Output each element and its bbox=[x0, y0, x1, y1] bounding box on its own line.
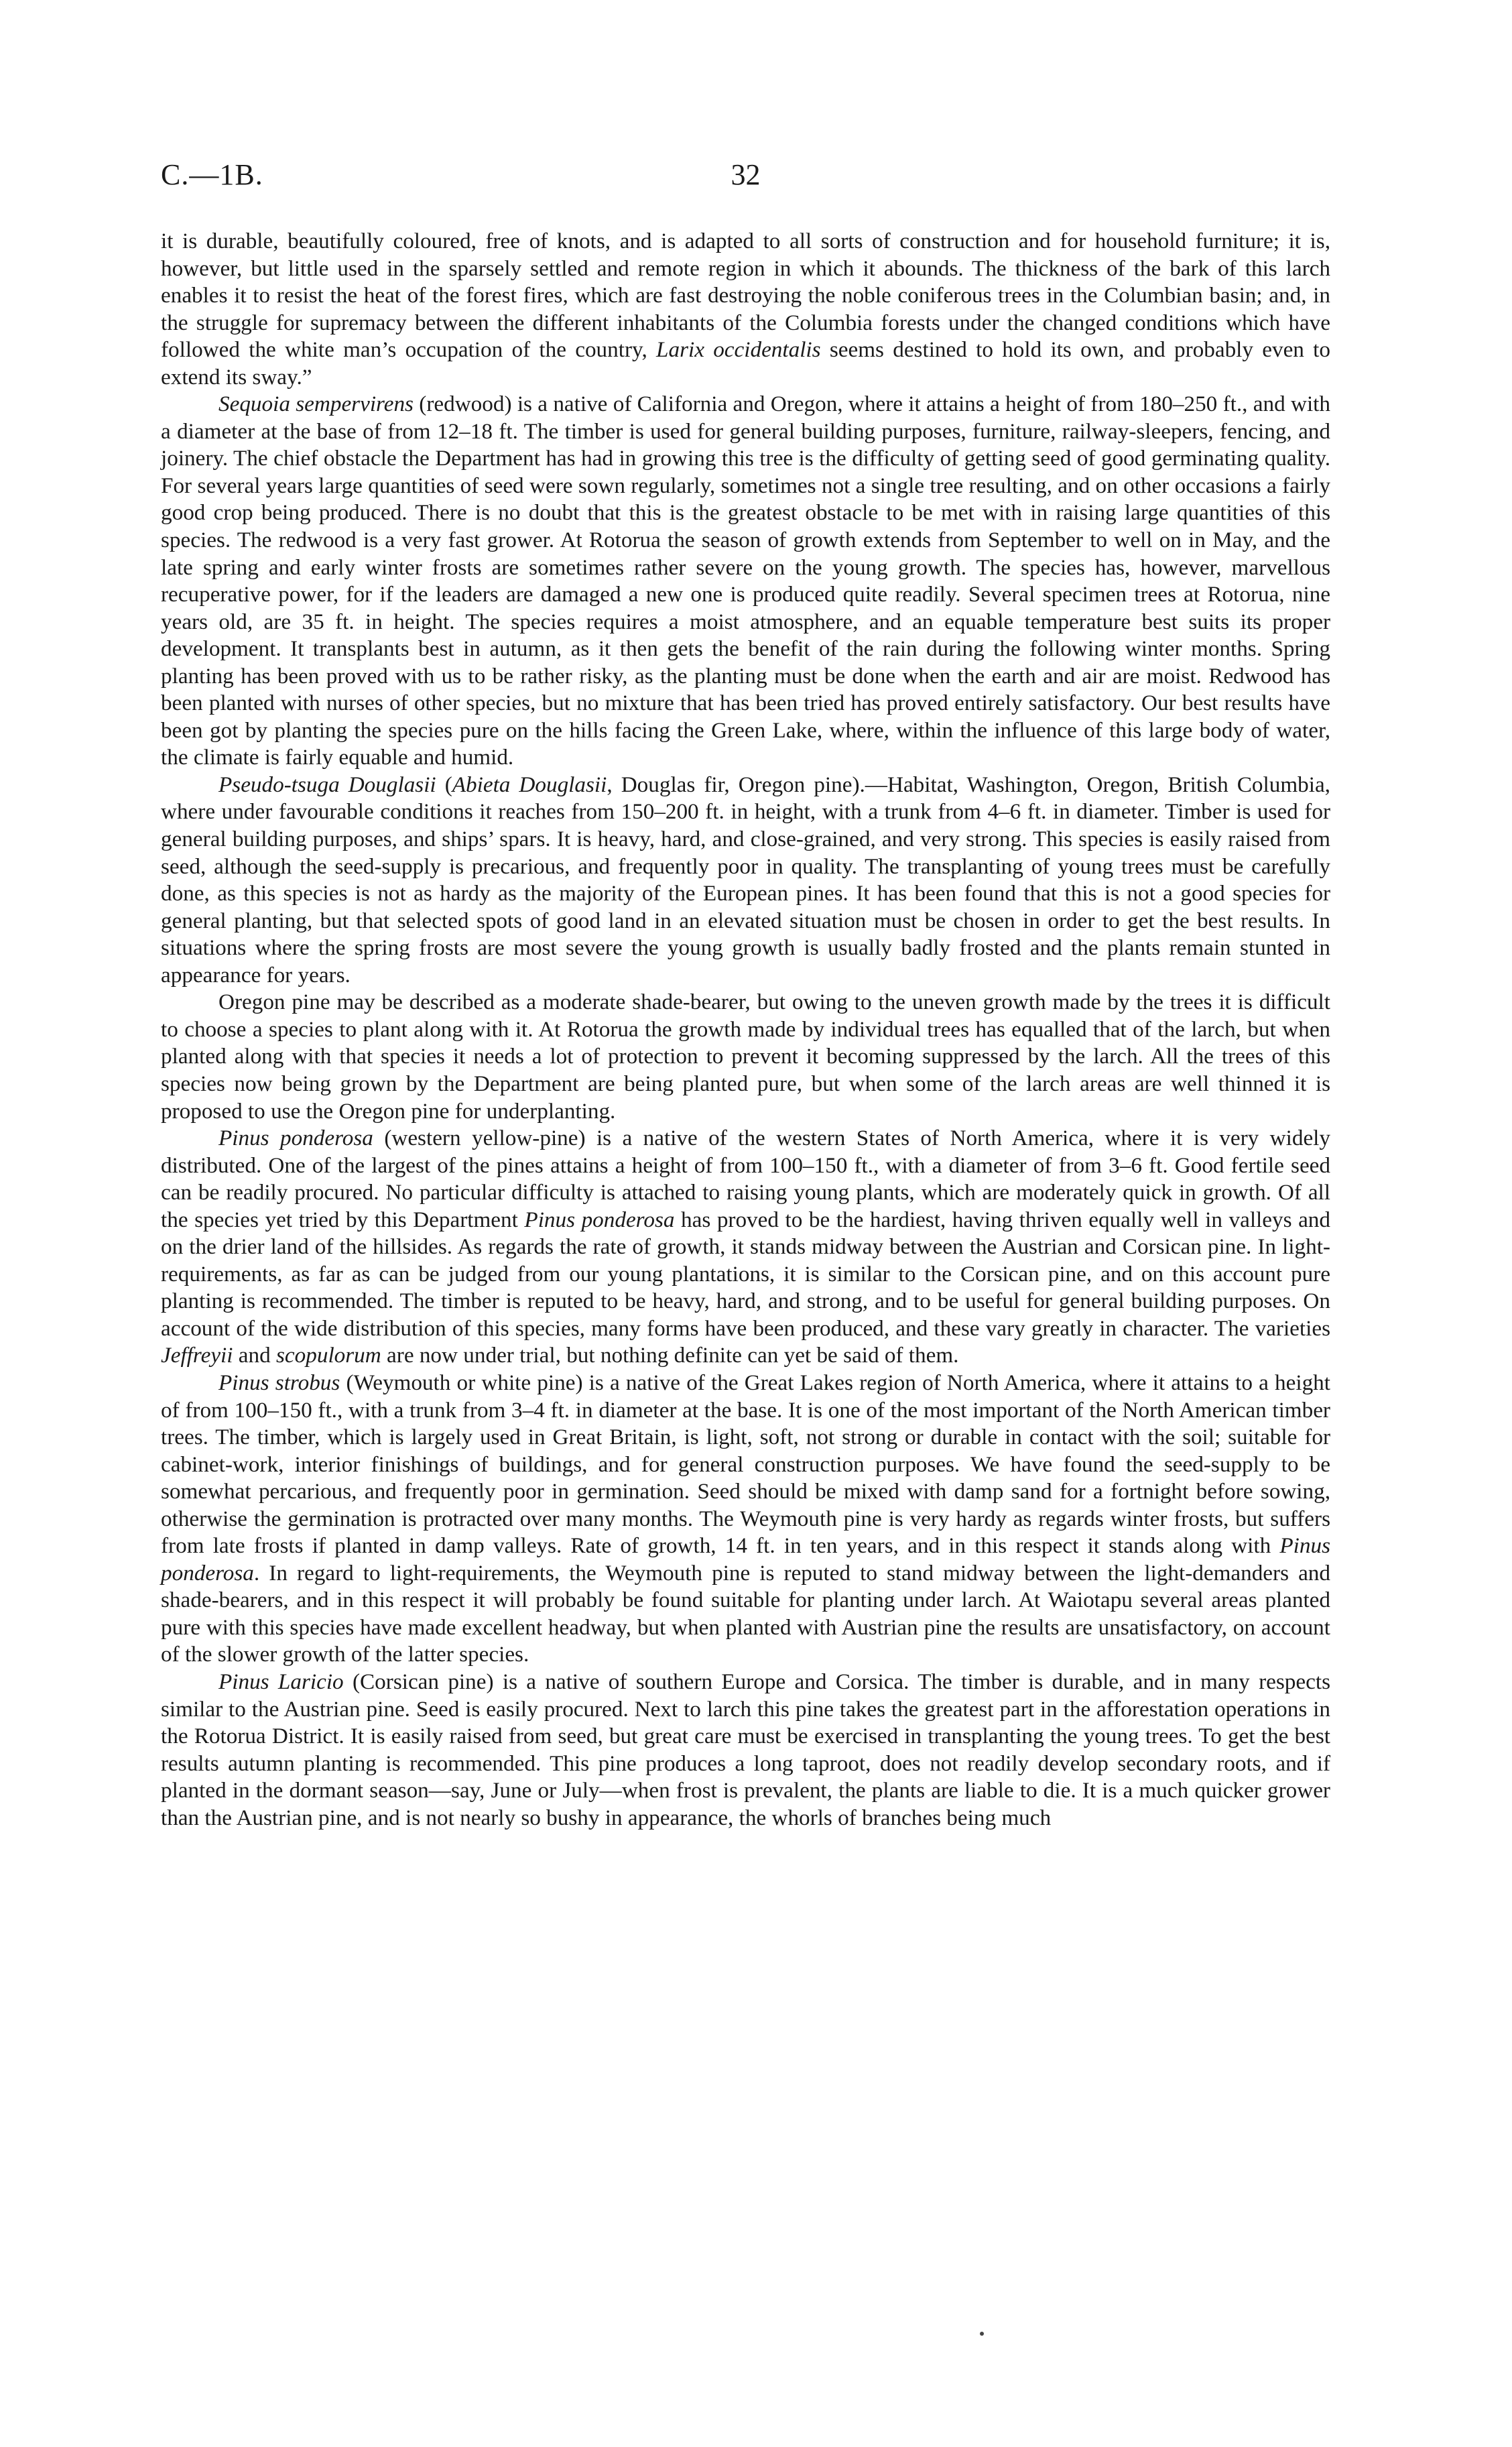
text-run: (Corsican pine) is a native of southern Europe and Corsica. The timber is durable, and in many respects similar to the Austrian pine. Seed is easily procured. Next to larch this pine takes the greatest part in the afforestation operations in the Rotorua District. It is easily raised from seed, but great care must be exercised in transplanting the young trees. To get the best results autumn planting is recommended. This pine produces a long taproot, does not readily develop secondary roots, and if planted in the dormant season—say, June or July—when frost is prevalent, the plants are liable to die. It is a much quicker grower than the Austrian pine, and is not nearly so bushy in appearance, the whorls of branches being much bbox=[161, 1669, 1330, 1830]
text-run: (western yellow-pine) is a native of the western States of North America, where it is very widely distributed. One of the largest of the pines attains a height of from 100–150 ft., with a diameter of from 3–6 ft. Good fertile seed can be readily procured. No particular difficulty is attached to raising young plants, which are moderately quick in growth. Of all the species yet tried by this Department bbox=[161, 1126, 1330, 1232]
body-paragraph bbox=[161, 989, 1330, 1125]
italic-term: Jeffreyii bbox=[161, 1343, 233, 1368]
text-run: has proved to be the hardiest, having thriven equally well in valleys and on the drier land of the hillsides. As regards the rate of growth, it stands midway between the Austrian and Corsican pine. In light-requirements, as far as can be judged from our young plantations, it is similar to the Corsican pine, and on this account pure planting is recommended. The timber is reputed to be heavy, hard, and strong, and to be useful for general building purposes. On account of the wide distribution of this species, many forms have been produced, and these vary greatly in character. The varieties bbox=[161, 1207, 1330, 1341]
body-text bbox=[161, 228, 1330, 1832]
page-number: 32 bbox=[731, 158, 761, 191]
page-header bbox=[161, 158, 1330, 198]
text-run: Oregon pine may be described as a moderate shade-bearer, but owing to the uneven growth made by the trees it is difficult to choose a species to plant along with it. At Rotorua the growth made by individual trees has equalled that of the larch, but when planted along with that species it needs a lot of protection to prevent it becoming suppressed by the larch. All the trees of this species now being grown by the Department are being planted pure, but when some of the larch areas are well thinned it is proposed to use the Oregon pine for underplanting. bbox=[161, 990, 1330, 1124]
body-paragraph bbox=[161, 228, 1330, 391]
text-run: . In regard to light-requirements, the Weymouth pine is reputed to stand midway between the light-demanders and shade-bearers, and in this respect it will probably be found suitable for planting under larch. At Waiotapu several areas planted pure with this species have made excellent headway, but when planted with Austrian pine the results are unsatisfactory, on account of the slower growth of the latter species. bbox=[161, 1560, 1330, 1667]
italic-term: scopulorum bbox=[276, 1343, 381, 1368]
italic-term: Pinus ponderosa bbox=[524, 1207, 675, 1232]
body-paragraph bbox=[161, 1669, 1330, 1832]
italic-term: Pseudo-tsuga Douglasii bbox=[218, 772, 436, 797]
text-run: ( bbox=[436, 772, 452, 797]
body-paragraph bbox=[161, 1370, 1330, 1669]
text-run: , Douglas fir, Oregon pine).—Habitat, Washington, Oregon, British Columbia, where under favourable conditions it reaches from 150–200 ft. in height, with a trunk from 4–6 ft. in diameter. Timber is used for general building purposes, and ships’ spars. It is heavy, hard, and close-grained, and very strong. This species is easily raised from seed, although the seed-supply is precarious, and frequently poor in quality. The transplanting of young trees must be carefully done, as this species is not as hardy as the majority of the European pines. It has been found that this is not a good species for general planting, but that selected spots of good land in an elevated situation must be chosen in order to get the best results. In situations where the spring frosts are most severe the young growth is usually badly frosted and the plants remain stunted in appearance for years. bbox=[161, 772, 1330, 988]
italic-term: Pinus strobus bbox=[218, 1370, 340, 1395]
italic-term: Pinus Laricio bbox=[218, 1669, 344, 1694]
body-paragraph bbox=[161, 391, 1330, 772]
text-run: and bbox=[233, 1343, 277, 1368]
text-run: seems destined to hold its own, and probably even to extend its sway.” bbox=[161, 337, 1330, 390]
stray-mark bbox=[980, 2332, 984, 2336]
document-reference: C.—1B. bbox=[161, 158, 263, 191]
italic-term: Pinus ponderosa bbox=[218, 1126, 373, 1151]
italic-term: Abieta Douglasii bbox=[452, 772, 607, 797]
text-run: (redwood) is a native of California and Oregon, where it attains a height of from 180–250 ft., and with a diameter at the base of from 12–18 ft. The timber is used for general building purposes, furniture, railway-sleepers, fencing, and joinery. The chief obstacle the Department has had in growing this tree is the difficulty of getting seed of good germinating quality. For several years large quantities of seed were sown regularly, sometimes not a single tree resulting, and on other occasions a fairly good crop being produced. There is no doubt that this is the greatest obstacle to be met with in raising large quantities of this species. The redwood is a very fast grower. At Rotorua the season of growth extends from September to well on in May, and the late spring and early winter frosts are sometimes rather severe on the young growth. The species has, however, marvellous recuperative power, for if the leaders are damaged a new one is produced quite readily. Several specimen trees at Rotorua, nine years old, are 35 ft. in height. The species requires a moist atmosphere, and an equable temperature best suits its proper development. It transplants best in autumn, as it then gets the benefit of the rain during the following winter months. Spring planting has been proved with us to be rather risky, as the planting must be done when the earth and air are moist. Redwood has been planted with nurses of other species, but no mixture that has been tried has proved entirely satisfactory. Our best results have been got by planting the species pure on the hills facing the Green Lake, where, within the influence of this large body of water, the climate is fairly equable and humid. bbox=[161, 392, 1330, 770]
italic-term: Larix occidentalis bbox=[656, 337, 821, 363]
text-run: it is durable, beautifully coloured, free of knots, and is adapted to all sorts of construction and for household furniture; it is, however, but little used in the sparsely settled and remote region in which it abounds. The thickness of the bark of this larch enables it to resist the heat of the forest fires, which are fast destroying the noble coniferous trees in the Columbian basin; and, in the struggle for supremacy between the different inhabitants of the Columbia forests under the changed conditions which have followed the white man’s occupation of the country, bbox=[161, 229, 1330, 363]
body-paragraph bbox=[161, 772, 1330, 989]
italic-term: Pinus ponderosa bbox=[161, 1533, 1330, 1586]
body-paragraph bbox=[161, 1125, 1330, 1370]
text-run: are now under trial, but nothing definite can yet be said of them. bbox=[381, 1343, 959, 1368]
text-run: (Weymouth or white pine) is a native of the Great Lakes region of North America, where it attains to a height of from 100–150 ft., with a trunk from 3–4 ft. in diameter at the base. It is one of the most important of the North American timber trees. The timber, which is largely used in Great Britain, is light, soft, not strong or durable in contact with the soil; suitable for cabinet-work, interior finishings of buildings, and for general construction purposes. We have found the seed-supply to be somewhat percarious, and frequently poor in germination. Seed should be mixed with damp sand for a fortnight before sowing, otherwise the germination is protracted over many months. The Weymouth pine is very hardy as regards winter frosts, but suffers from late frosts if planted in damp valleys. Rate of growth, 14 ft. in ten years, and in this respect it stands along with bbox=[161, 1370, 1330, 1559]
italic-term: Sequoia sempervirens bbox=[218, 392, 414, 417]
